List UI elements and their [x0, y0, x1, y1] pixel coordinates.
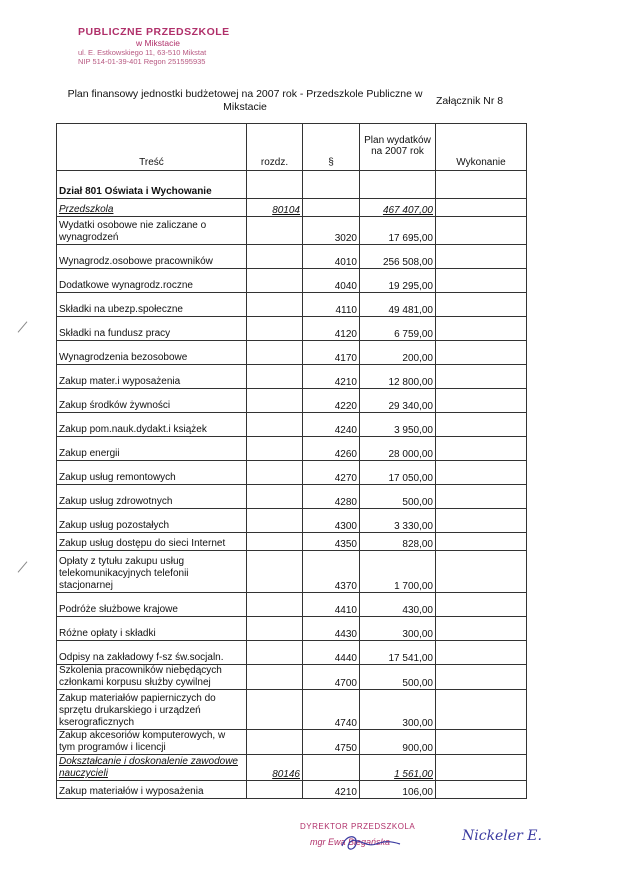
row-plan: 900,00	[360, 730, 436, 755]
row-wykonanie	[436, 730, 527, 755]
row-plan: 467 407,00	[360, 199, 436, 217]
row-rozdz	[247, 461, 303, 485]
scan-mark	[18, 561, 28, 572]
budget-table	[56, 123, 527, 799]
row-rozdz	[247, 641, 303, 665]
column-header: §	[303, 124, 360, 171]
table-row	[57, 413, 527, 437]
row-wykonanie	[436, 593, 527, 617]
row-rozdz	[247, 217, 303, 245]
row-wykonanie	[436, 533, 527, 551]
row-plan: 49 481,00	[360, 293, 436, 317]
row-rozdz	[247, 365, 303, 389]
row-wykonanie	[436, 171, 527, 199]
row-plan: 6 759,00	[360, 317, 436, 341]
row-paragraph	[303, 171, 360, 199]
table-row	[57, 730, 527, 755]
table-row	[57, 293, 527, 317]
row-paragraph	[303, 199, 360, 217]
row-rozdz	[247, 437, 303, 461]
director-stamp	[300, 822, 415, 847]
row-wykonanie	[436, 317, 527, 341]
row-tresc: Wydatki osobowe nie zaliczane o wynagrodzeń	[57, 217, 247, 245]
row-rozdz	[247, 781, 303, 799]
table-row	[57, 245, 527, 269]
row-paragraph: 4410	[303, 593, 360, 617]
row-wykonanie	[436, 269, 527, 293]
table-row	[57, 437, 527, 461]
row-plan: 3 330,00	[360, 509, 436, 533]
row-plan: 1 700,00	[360, 551, 436, 593]
row-plan: 17 541,00	[360, 641, 436, 665]
row-paragraph: 4280	[303, 485, 360, 509]
stamp-line-1: PUBLICZNE PRZEDSZKOLE	[78, 26, 230, 38]
row-paragraph: 4210	[303, 365, 360, 389]
row-paragraph: 4210	[303, 781, 360, 799]
row-paragraph: 4220	[303, 389, 360, 413]
row-plan: 828,00	[360, 533, 436, 551]
column-header: Plan wydatków na 2007 rok	[360, 124, 436, 171]
table-row	[57, 171, 527, 199]
approval-signature: Nickeler E.	[462, 828, 542, 844]
row-paragraph: 4040	[303, 269, 360, 293]
row-rozdz	[247, 293, 303, 317]
table-row	[57, 461, 527, 485]
row-rozdz	[247, 413, 303, 437]
row-plan: 19 295,00	[360, 269, 436, 293]
row-tresc: Dokształcanie i doskonalenie zawodowe nauczycieli	[57, 755, 247, 781]
row-rozdz	[247, 171, 303, 199]
row-tresc: Podróże służbowe krajowe	[57, 593, 247, 617]
row-plan: 12 800,00	[360, 365, 436, 389]
table-row	[57, 199, 527, 217]
row-rozdz	[247, 690, 303, 730]
row-plan: 29 340,00	[360, 389, 436, 413]
row-tresc: Różne opłaty i składki	[57, 617, 247, 641]
row-tresc: Dział 801 Oświata i Wychowanie	[57, 171, 247, 199]
row-tresc: Zakup środków żywności	[57, 389, 247, 413]
row-wykonanie	[436, 389, 527, 413]
row-paragraph: 4170	[303, 341, 360, 365]
stamp-line-2: w Mikstacie	[136, 38, 180, 48]
row-paragraph: 4740	[303, 690, 360, 730]
table-row	[57, 389, 527, 413]
row-wykonanie	[436, 485, 527, 509]
row-rozdz	[247, 593, 303, 617]
row-rozdz	[247, 533, 303, 551]
row-wykonanie	[436, 641, 527, 665]
row-wykonanie	[436, 437, 527, 461]
institution-stamp	[78, 26, 230, 66]
row-tresc: Przedszkola	[57, 199, 247, 217]
row-plan: 3 950,00	[360, 413, 436, 437]
row-rozdz	[247, 730, 303, 755]
stamp-line-4: NIP 514-01-39-401 Regon 251595935	[78, 57, 206, 66]
row-paragraph: 4240	[303, 413, 360, 437]
row-paragraph: 4270	[303, 461, 360, 485]
row-plan: 200,00	[360, 341, 436, 365]
row-paragraph: 4350	[303, 533, 360, 551]
table-row	[57, 641, 527, 665]
table-row	[57, 593, 527, 617]
row-paragraph: 4750	[303, 730, 360, 755]
row-rozdz	[247, 551, 303, 593]
row-rozdz	[247, 509, 303, 533]
column-header: Treść	[57, 124, 247, 171]
row-tresc: Szkolenia pracowników niebędących członkami korpusu służby cywilnej	[57, 665, 247, 690]
row-rozdz	[247, 389, 303, 413]
table-row	[57, 690, 527, 730]
row-paragraph: 4260	[303, 437, 360, 461]
row-plan: 300,00	[360, 617, 436, 641]
row-tresc: Dodatkowe wynagrodz.roczne	[57, 269, 247, 293]
row-plan: 500,00	[360, 665, 436, 690]
row-rozdz: 80104	[247, 199, 303, 217]
row-tresc: Zakup materiałów i wyposażenia	[57, 781, 247, 799]
attachment-label: Załącznik Nr 8	[436, 95, 504, 107]
row-paragraph: 4110	[303, 293, 360, 317]
row-wykonanie	[436, 755, 527, 781]
director-signature	[336, 832, 406, 854]
row-wykonanie	[436, 341, 527, 365]
row-wykonanie	[436, 509, 527, 533]
table-row	[57, 533, 527, 551]
row-tresc: Zakup materiałów papierniczych do sprzętu drukarskiego i urządzeń kserograficznych	[57, 690, 247, 730]
table-row	[57, 341, 527, 365]
row-wykonanie	[436, 690, 527, 730]
row-rozdz	[247, 341, 303, 365]
row-tresc: Zakup mater.i wyposażenia	[57, 365, 247, 389]
row-rozdz: 80146	[247, 755, 303, 781]
row-plan: 106,00	[360, 781, 436, 799]
table-row	[57, 781, 527, 799]
table-row	[57, 509, 527, 533]
row-paragraph: 3020	[303, 217, 360, 245]
row-wykonanie	[436, 461, 527, 485]
scan-mark	[18, 321, 28, 332]
row-plan: 28 000,00	[360, 437, 436, 461]
column-header: rozdz.	[247, 124, 303, 171]
row-tresc: Składki na fundusz pracy	[57, 317, 247, 341]
row-plan: 17 050,00	[360, 461, 436, 485]
row-wykonanie	[436, 781, 527, 799]
row-rozdz	[247, 269, 303, 293]
table-row	[57, 755, 527, 781]
row-tresc: Wynagrodz.osobowe pracowników	[57, 245, 247, 269]
row-rozdz	[247, 317, 303, 341]
row-tresc: Zakup usług dostępu do sieci Internet	[57, 533, 247, 551]
table-row	[57, 217, 527, 245]
table-header-row	[57, 124, 527, 171]
row-plan: 1 561,00	[360, 755, 436, 781]
row-plan: 430,00	[360, 593, 436, 617]
row-paragraph: 4370	[303, 551, 360, 593]
table-row	[57, 485, 527, 509]
row-tresc: Zakup usług pozostałych	[57, 509, 247, 533]
row-rozdz	[247, 245, 303, 269]
row-wykonanie	[436, 199, 527, 217]
row-tresc: Odpisy na zakładowy f-sz św.socjaln.	[57, 641, 247, 665]
row-tresc: Zakup energii	[57, 437, 247, 461]
table-row	[57, 617, 527, 641]
stamp-title: DYREKTOR PRZEDSZKOLA	[300, 822, 416, 831]
row-paragraph: 4300	[303, 509, 360, 533]
row-tresc: Zakup usług remontowych	[57, 461, 247, 485]
row-wykonanie	[436, 617, 527, 641]
row-paragraph: 4700	[303, 665, 360, 690]
row-paragraph: 4440	[303, 641, 360, 665]
row-tresc: Składki na ubezp.społeczne	[57, 293, 247, 317]
table-row	[57, 317, 527, 341]
row-plan: 500,00	[360, 485, 436, 509]
row-paragraph	[303, 755, 360, 781]
row-wykonanie	[436, 365, 527, 389]
row-tresc: Zakup usług zdrowotnych	[57, 485, 247, 509]
document-title: Plan finansowy jednostki budżetowej na 2007 rok - Przedszkole Publiczne w Mikstacie	[67, 88, 423, 113]
row-plan: 17 695,00	[360, 217, 436, 245]
row-wykonanie	[436, 551, 527, 593]
row-wykonanie	[436, 217, 527, 245]
row-tresc: Zakup akcesoriów komputerowych, w tym programów i licencji	[57, 730, 247, 755]
row-wykonanie	[436, 293, 527, 317]
row-plan: 256 508,00	[360, 245, 436, 269]
stamp-name: mgr Ewa Biegańska	[310, 837, 391, 847]
row-tresc: Zakup pom.nauk.dydakt.i książek	[57, 413, 247, 437]
row-paragraph: 4430	[303, 617, 360, 641]
row-rozdz	[247, 485, 303, 509]
stamp-line-3: ul. E. Estkowskiego 11, 63-510 Mikstat	[78, 48, 207, 57]
table-row	[57, 365, 527, 389]
row-tresc: Wynagrodzenia bezosobowe	[57, 341, 247, 365]
table-row	[57, 269, 527, 293]
row-wykonanie	[436, 665, 527, 690]
row-wykonanie	[436, 245, 527, 269]
row-plan: 300,00	[360, 690, 436, 730]
row-paragraph: 4010	[303, 245, 360, 269]
table-row	[57, 551, 527, 593]
row-wykonanie	[436, 413, 527, 437]
row-rozdz	[247, 617, 303, 641]
row-tresc: Opłaty z tytułu zakupu usług telekomunikacyjnych telefonii stacjonarnej	[57, 551, 247, 593]
row-paragraph: 4120	[303, 317, 360, 341]
row-rozdz	[247, 665, 303, 690]
table-row	[57, 665, 527, 690]
row-plan	[360, 171, 436, 199]
column-header: Wykonanie	[436, 124, 527, 171]
